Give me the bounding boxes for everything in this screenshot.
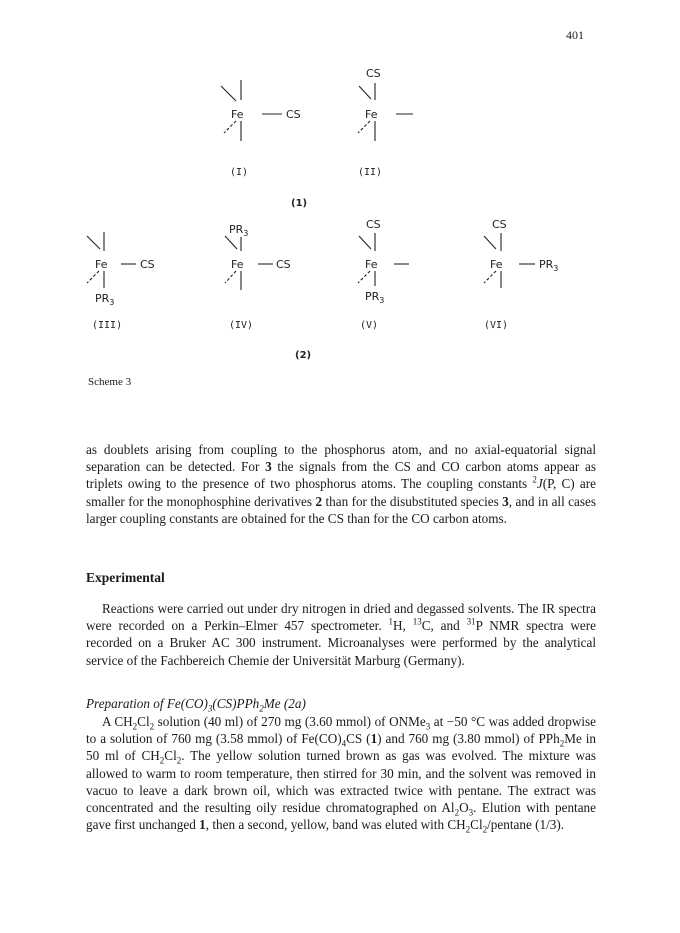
subscript: 2 xyxy=(559,738,565,749)
superscript: 1 xyxy=(388,616,394,627)
subscript: 2 xyxy=(465,824,471,835)
compound-ref: 1 xyxy=(370,731,378,747)
bond xyxy=(225,271,236,283)
pr3-ligand-label: $PR_3$ xyxy=(95,292,115,307)
text-run: Cl xyxy=(470,817,483,833)
subscript: 2 xyxy=(482,824,488,835)
bond xyxy=(484,236,496,249)
page-number: 401 xyxy=(566,28,584,42)
fe-atom-label: Fe xyxy=(365,258,378,271)
bond xyxy=(359,236,371,249)
text-run: Me in 50 ml of CH xyxy=(86,731,596,764)
cs-ligand-label: CS xyxy=(276,258,291,271)
structure-label-I: (I) xyxy=(230,167,249,178)
text-run: O xyxy=(459,800,469,816)
text-run: (CS)PPh xyxy=(212,696,260,711)
text-run: Reactions were carried out under dry nitrogen in dried and degassed solvents. The IR spectra were recorded on a Perkin–Elmer 457 spectrometer. xyxy=(86,601,596,634)
body-paragraph xyxy=(86,713,596,833)
text-run: Me (2a) xyxy=(263,696,306,711)
subscript: 2 xyxy=(159,756,165,767)
text-run: , and in all cases larger coupling constants are obtained for the CS than for the CO carbon atoms. xyxy=(86,493,596,526)
text-run: CS ( xyxy=(346,731,371,747)
text-run: Cl xyxy=(164,748,177,764)
cs-ligand-label: CS xyxy=(366,218,381,231)
text-run: P NMR spectra were recorded on a Bruker AC 300 instrument. Microanalyses were performed by the analytical service of the Fachbereich Chemie der Universität Marburg (Germany). xyxy=(86,618,596,668)
pr3-ligand-label: $PR_3$ xyxy=(365,290,385,305)
bond xyxy=(87,271,99,283)
structure-label-IV: (IV) xyxy=(229,320,254,331)
text-run: Cl xyxy=(137,714,150,729)
pr3-ligand-label: $PR_3$ xyxy=(229,223,249,238)
scheme-caption: Scheme 3 xyxy=(88,376,132,388)
bond xyxy=(221,86,236,101)
compound-ref: 1 xyxy=(199,817,206,833)
compound-label-1: (1) xyxy=(291,198,308,209)
structure-label-V: (V) xyxy=(360,320,379,331)
subscript: 2 xyxy=(176,756,182,767)
superscript: 2 xyxy=(532,475,537,486)
superscript: 31 xyxy=(466,616,476,627)
text-run: the signals from the CS and CO carbon atoms appear as triplets owing to the presence of two phosphorus atoms. The coupling constants xyxy=(86,459,597,492)
compound-ref: 2 xyxy=(315,493,323,509)
bond xyxy=(484,271,496,283)
section-heading: Experimental xyxy=(86,570,165,585)
cs-ligand-label: CS xyxy=(286,108,301,121)
text-run: ) and 760 mg (3.80 mmol) of PPh xyxy=(377,731,560,747)
structure-label-III: (III) xyxy=(92,320,123,331)
text-run: . Elution with pentane gave first unchanged xyxy=(86,800,596,833)
scheme-drawing xyxy=(0,0,680,380)
text-run: as doublets arising from coupling to the phosphorus atom, and no axial-equatorial signal separation can be detected. For xyxy=(86,442,596,475)
text-run: /pentane (1/3). xyxy=(487,817,565,833)
compound-ref: 3 xyxy=(502,493,509,509)
structure-label-VI: (VI) xyxy=(484,320,509,331)
subscript: 2 xyxy=(132,721,138,732)
italic-symbol: J xyxy=(536,476,543,492)
subscript: 4 xyxy=(341,738,347,749)
text-run: at −50 °C was added dropwise to a solution of 760 mg (3.58 mmol) of Fe(CO) xyxy=(86,714,596,747)
cs-ligand-label: CS xyxy=(366,67,381,80)
pr3-ligand-label: $PR_3$ xyxy=(539,258,559,273)
subsection-heading xyxy=(86,696,306,712)
subscript: 2 xyxy=(259,703,264,714)
compound-ref: 3 xyxy=(265,459,272,475)
text-run: . The yellow solution turned brown as gas was evolved. The mixture was allowed to warm to room temperature, then stirred for 30 min, and the solvent was removed in vacuo to leave a dark brown oil, which was extracted twice with pentane. The extract was concentrated and the resulting oily residue chromatographed on Al xyxy=(86,748,596,816)
bond xyxy=(358,121,370,133)
bond xyxy=(224,121,236,133)
text-run: , then a second, yellow, band was eluted with CH xyxy=(205,817,466,833)
fe-atom-label: Fe xyxy=(365,108,378,121)
text-run: A CH xyxy=(102,714,133,729)
subscript: 2 xyxy=(454,807,460,818)
fe-atom-label: Fe xyxy=(231,108,244,121)
fe-atom-label: Fe xyxy=(490,258,503,271)
bond xyxy=(359,86,371,99)
superscript: 13 xyxy=(412,616,422,627)
bond xyxy=(358,271,370,283)
subscript: 3 xyxy=(425,721,431,732)
bond xyxy=(87,236,100,249)
fe-atom-label: Fe xyxy=(231,258,244,271)
subscript: 3 xyxy=(468,807,474,818)
fe-atom-label: Fe xyxy=(95,258,108,271)
text-run: C, and xyxy=(421,618,467,634)
reaction-scheme xyxy=(0,0,680,380)
subscript: 3 xyxy=(207,703,213,714)
subscript: 2 xyxy=(149,721,155,732)
text-run: (P, C) are smaller for the monophosphine derivatives xyxy=(86,476,596,509)
text-run: Preparation of Fe(CO) xyxy=(86,696,208,711)
body-paragraph xyxy=(86,600,596,669)
structure-label-II: (II) xyxy=(358,167,383,178)
bond xyxy=(225,236,237,249)
cs-ligand-label: CS xyxy=(140,258,155,271)
text-run: than for the disubstituted species xyxy=(322,493,503,509)
cs-ligand-label: CS xyxy=(492,218,507,231)
text-run: solution (40 ml) of 270 mg (3.60 mmol) of ONMe xyxy=(154,714,426,729)
compound-label-2: (2) xyxy=(295,350,312,361)
body-paragraph xyxy=(86,441,596,527)
text-run: H, xyxy=(393,618,413,634)
